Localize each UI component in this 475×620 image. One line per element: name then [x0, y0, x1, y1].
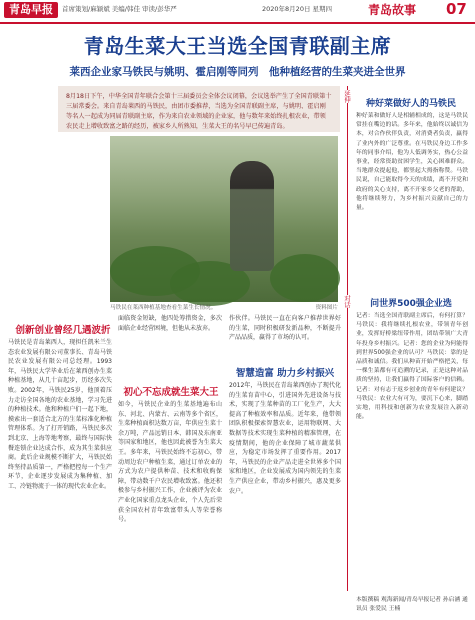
byline-footer: 本版撰稿 观海新闻/青岛早报记者 孙启涵 通讯员 张爱民 王楠 [356, 597, 468, 612]
sidebar-body-2: 记者：当选全国青联副主席后，有何打算？马铁民：我将继续扎根农业，带领青年创业，发挥好桥梁纽带作用，团结带领广大青年投身乡村振兴。记者：您的企业为何能得到世界500强企业的认可？马铁民：靠的是品质和诚信。我们从种苗开始严格把关，每一棵生菜都有可追溯的记录，正是这种对品质的坚持，让我们赢得了国际客户的信赖。记者：对有志于返乡创业的青年有何建议？马铁民：农业大有可为，要沉下心来，脚踏实地，用科技和创新为农业发展注入新动能。 [356, 313, 468, 421]
subheadline: 莱西企业家马铁民与姚明、霍启刚等同列 他种植经营的生菜夹进全世界 [69, 66, 406, 78]
article-column-1: 马铁民是青岛莱西人，现担任凯米兰生态农业发展有限公司董事长、青岛马铁民农业发展有限公司总经理。1993年，马铁民大学毕业后在莱西创办生菜种植基地，从几十亩起步，历经多次失败。2002年，马铁民25岁，他顶着压力走访全国各地的农业基地，学习先进的种植技术。他和种植户们一起下地，摸索出一套适合北方的生菜标准化种植管理体系。为了打开销路，马铁民多次到北京、上海等地考察，最终与国际快餐连锁企业达成合作，成为其生菜供应商。此后企业规模不断扩大，马铁民始终坚持品质第一，严格把控每一个生产环节，企业逐步发展成为集种植、加工、冷链物流于一体的现代农业企业。 [8, 339, 112, 490]
lettuce-leaf [270, 254, 340, 302]
caption-text: 马铁民在莱西种植基地查看生菜生长情况。 [110, 305, 217, 311]
article-column-2-top: 面临资金短缺，他四处筹措资金，多次面临企业经营困境，但他从未放弃。 [118, 315, 222, 332]
section-heading-innovation: 创新创业曾经几遇波折 [15, 325, 111, 336]
article-column-2: 如今，马铁民企业的生菜基地遍布山东、河北、内蒙古、云南等多个省区，生菜种植面积达数万亩，年供应生菜十余万吨，产品远销日本、韩国及东南亚等国家和地区，他也因此被誉为生菜大王。多年来，马铁民始终不忘初心，带动周边农户种植生菜，通过订单农业的方式为农户提供种苗、技术和收购保障，带动数千户农民增收致富。他还积极参与乡村振兴工作，企业被评为农业产业化国家重点龙头企业，个人先后荣获全国农村青年致富带头人等荣誉称号。 [118, 401, 222, 524]
sidebar-body-1: 种好菜和做好人是相辅相成的，这是马铁民常挂在嘴边的话。多年来，他始终以诚信为本，对合作伙伴负责，对消费者负责，赢得了业内外的广泛尊重。在马铁民身边工作多年的同事介绍，他为人低调务实，热心公益事业，经常资助贫困学生，关心困难群众。当地群众提起他，都竖起大拇指称赞。马铁民说，自己能取得今天的成绩，离不开党和政府的关心支持，离不开家乡父老的帮助，他将继续努力，为乡村振兴贡献自己的力量。 [356, 113, 468, 212]
section-heading-smart-agri: 智慧造富 助力乡村振兴 [235, 368, 335, 379]
article-photo [110, 136, 338, 302]
section-title: 青岛故事 [368, 3, 417, 17]
sidebar-heading-1: 种好菜做好人的马铁民 [365, 99, 456, 109]
sidebar-tag-dialogue: 对话 [343, 295, 351, 308]
sidebar-tag-extension: 延伸 [343, 90, 351, 103]
section-heading-lettuce-king: 初心不忘成就生菜大王 [123, 387, 219, 398]
newspaper-logo: 青岛早报 [4, 2, 58, 18]
article-column-3-top: 作伙伴。马铁民一直在向客户推荐世界好的生菜，同时积极研发新品种，不断提升产品品质，赢得了市场的认可。 [229, 315, 341, 342]
sidebar-heading-2: 问世界500强企业选 [370, 299, 452, 309]
sidebar-divider [347, 86, 348, 591]
intro-paragraph: 8月18日下午，中华全国青年联合会第十三届委员会全体会议闭幕，会议选举产生了全国青联第十三届常委会。来自青岛莱西的马铁民，由团市委推荐，当选为全国青联副主席，与姚明、霍启刚等名人一起成为同届青联副主席，作为来自农业领域的企业家，他与数年来始终扎根农业，带领农民走上增收致富之路的经历，被家乡人所熟知，生菜大王的名号早已传遍青岛。 [58, 86, 340, 132]
masthead [0, 0, 475, 24]
headline: 青岛生菜大王当选全国青联副主席 [83, 34, 392, 58]
article-column-3: 2012年，马铁民在青岛莱西创办了现代化的生菜育苗中心，引进国外先进设备与技术，实现了生菜种苗的工厂化生产，大大提高了种植效率和品质。近年来，他带领团队积极探索智慧农业，运用物联网、大数据等技术实现生菜种植的精准管理，在疫情期间，他的企业保障了城市蔬菜供应，为稳定市场发挥了重要作用。2017年，马铁民的企业产品走进全世界多个国家和地区，企业发展成为国内领先的生菜生产供应企业，带动乡村振兴，惠及更多农户。 [229, 382, 341, 495]
farmer-figure [230, 161, 274, 271]
editor-credits: 首席策划/麻颖斌 美编/韩佳 审读/彭华严 [62, 5, 177, 13]
issue-date: 2020年8月20日 星期四 [262, 5, 333, 13]
photo-caption [110, 303, 338, 311]
page-number: 07 [446, 0, 467, 18]
photo-credit: 资料图片 [315, 305, 338, 311]
